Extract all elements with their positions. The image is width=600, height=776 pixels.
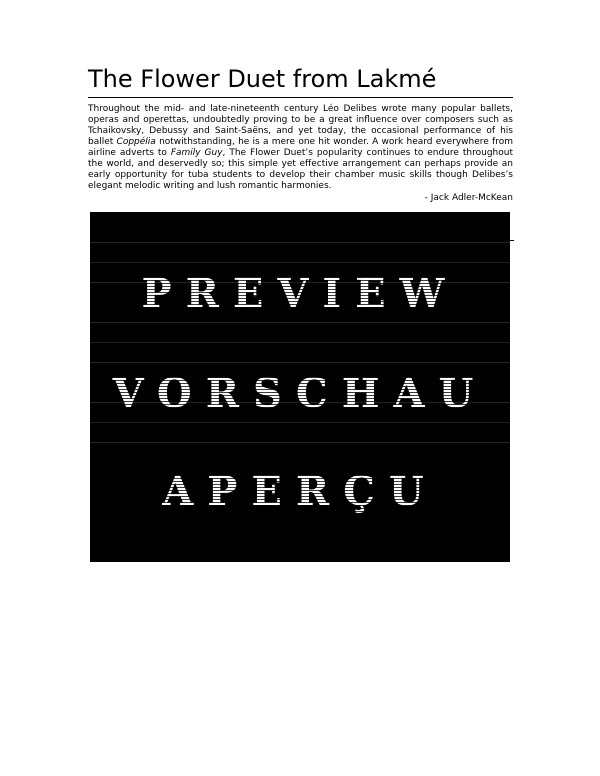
score-staff-line <box>90 262 510 263</box>
score-staff-line <box>90 342 510 343</box>
intro-paragraph <box>88 104 513 192</box>
score-staff-line <box>90 362 510 363</box>
page-title: The Flower Duet from Lakmé <box>88 65 437 93</box>
score-staff-line <box>90 242 510 243</box>
watermark-vorschau: VORSCHAU <box>0 372 600 416</box>
ballet-title: Coppélia <box>116 137 156 147</box>
intro-text <box>88 104 513 192</box>
intro-text-part-1: Throughout the mid- and late-nineteenth century Léo Delibes wrote many popular ballets, operas and operettas, undoubtedly proving to be a great influence over composers such as Tchaikovsky, Debussy and Saint-Saëns, and yet today, the occasional performance of his ballet <box>88 104 513 147</box>
watermark-apercu: APERÇU <box>0 470 600 514</box>
byline: - Jack Adler-McKean <box>424 193 513 203</box>
score-staff-line <box>90 322 510 323</box>
title-rule <box>88 97 513 98</box>
score-staff-line <box>90 422 510 423</box>
intro-text-part-2: notwithstanding, he is a mere one hit wonder. A work heard everywhere from airline adverts to <box>88 137 514 158</box>
show-title: Family Guy <box>170 148 223 158</box>
score-staff-line <box>90 442 510 443</box>
edge-tick <box>510 240 514 241</box>
intro-text-part-3: , The Flower Duet’s popularity continues to endure throughout the world, and deservedly so; this simple yet effective arrangement can perhaps provide an early opportunity for tuba students to develop their chamber music skills though Delibes’s elegant melodic writing and lush romantic harmonies. <box>88 148 514 191</box>
watermark-preview: PREVIEW <box>0 272 600 316</box>
